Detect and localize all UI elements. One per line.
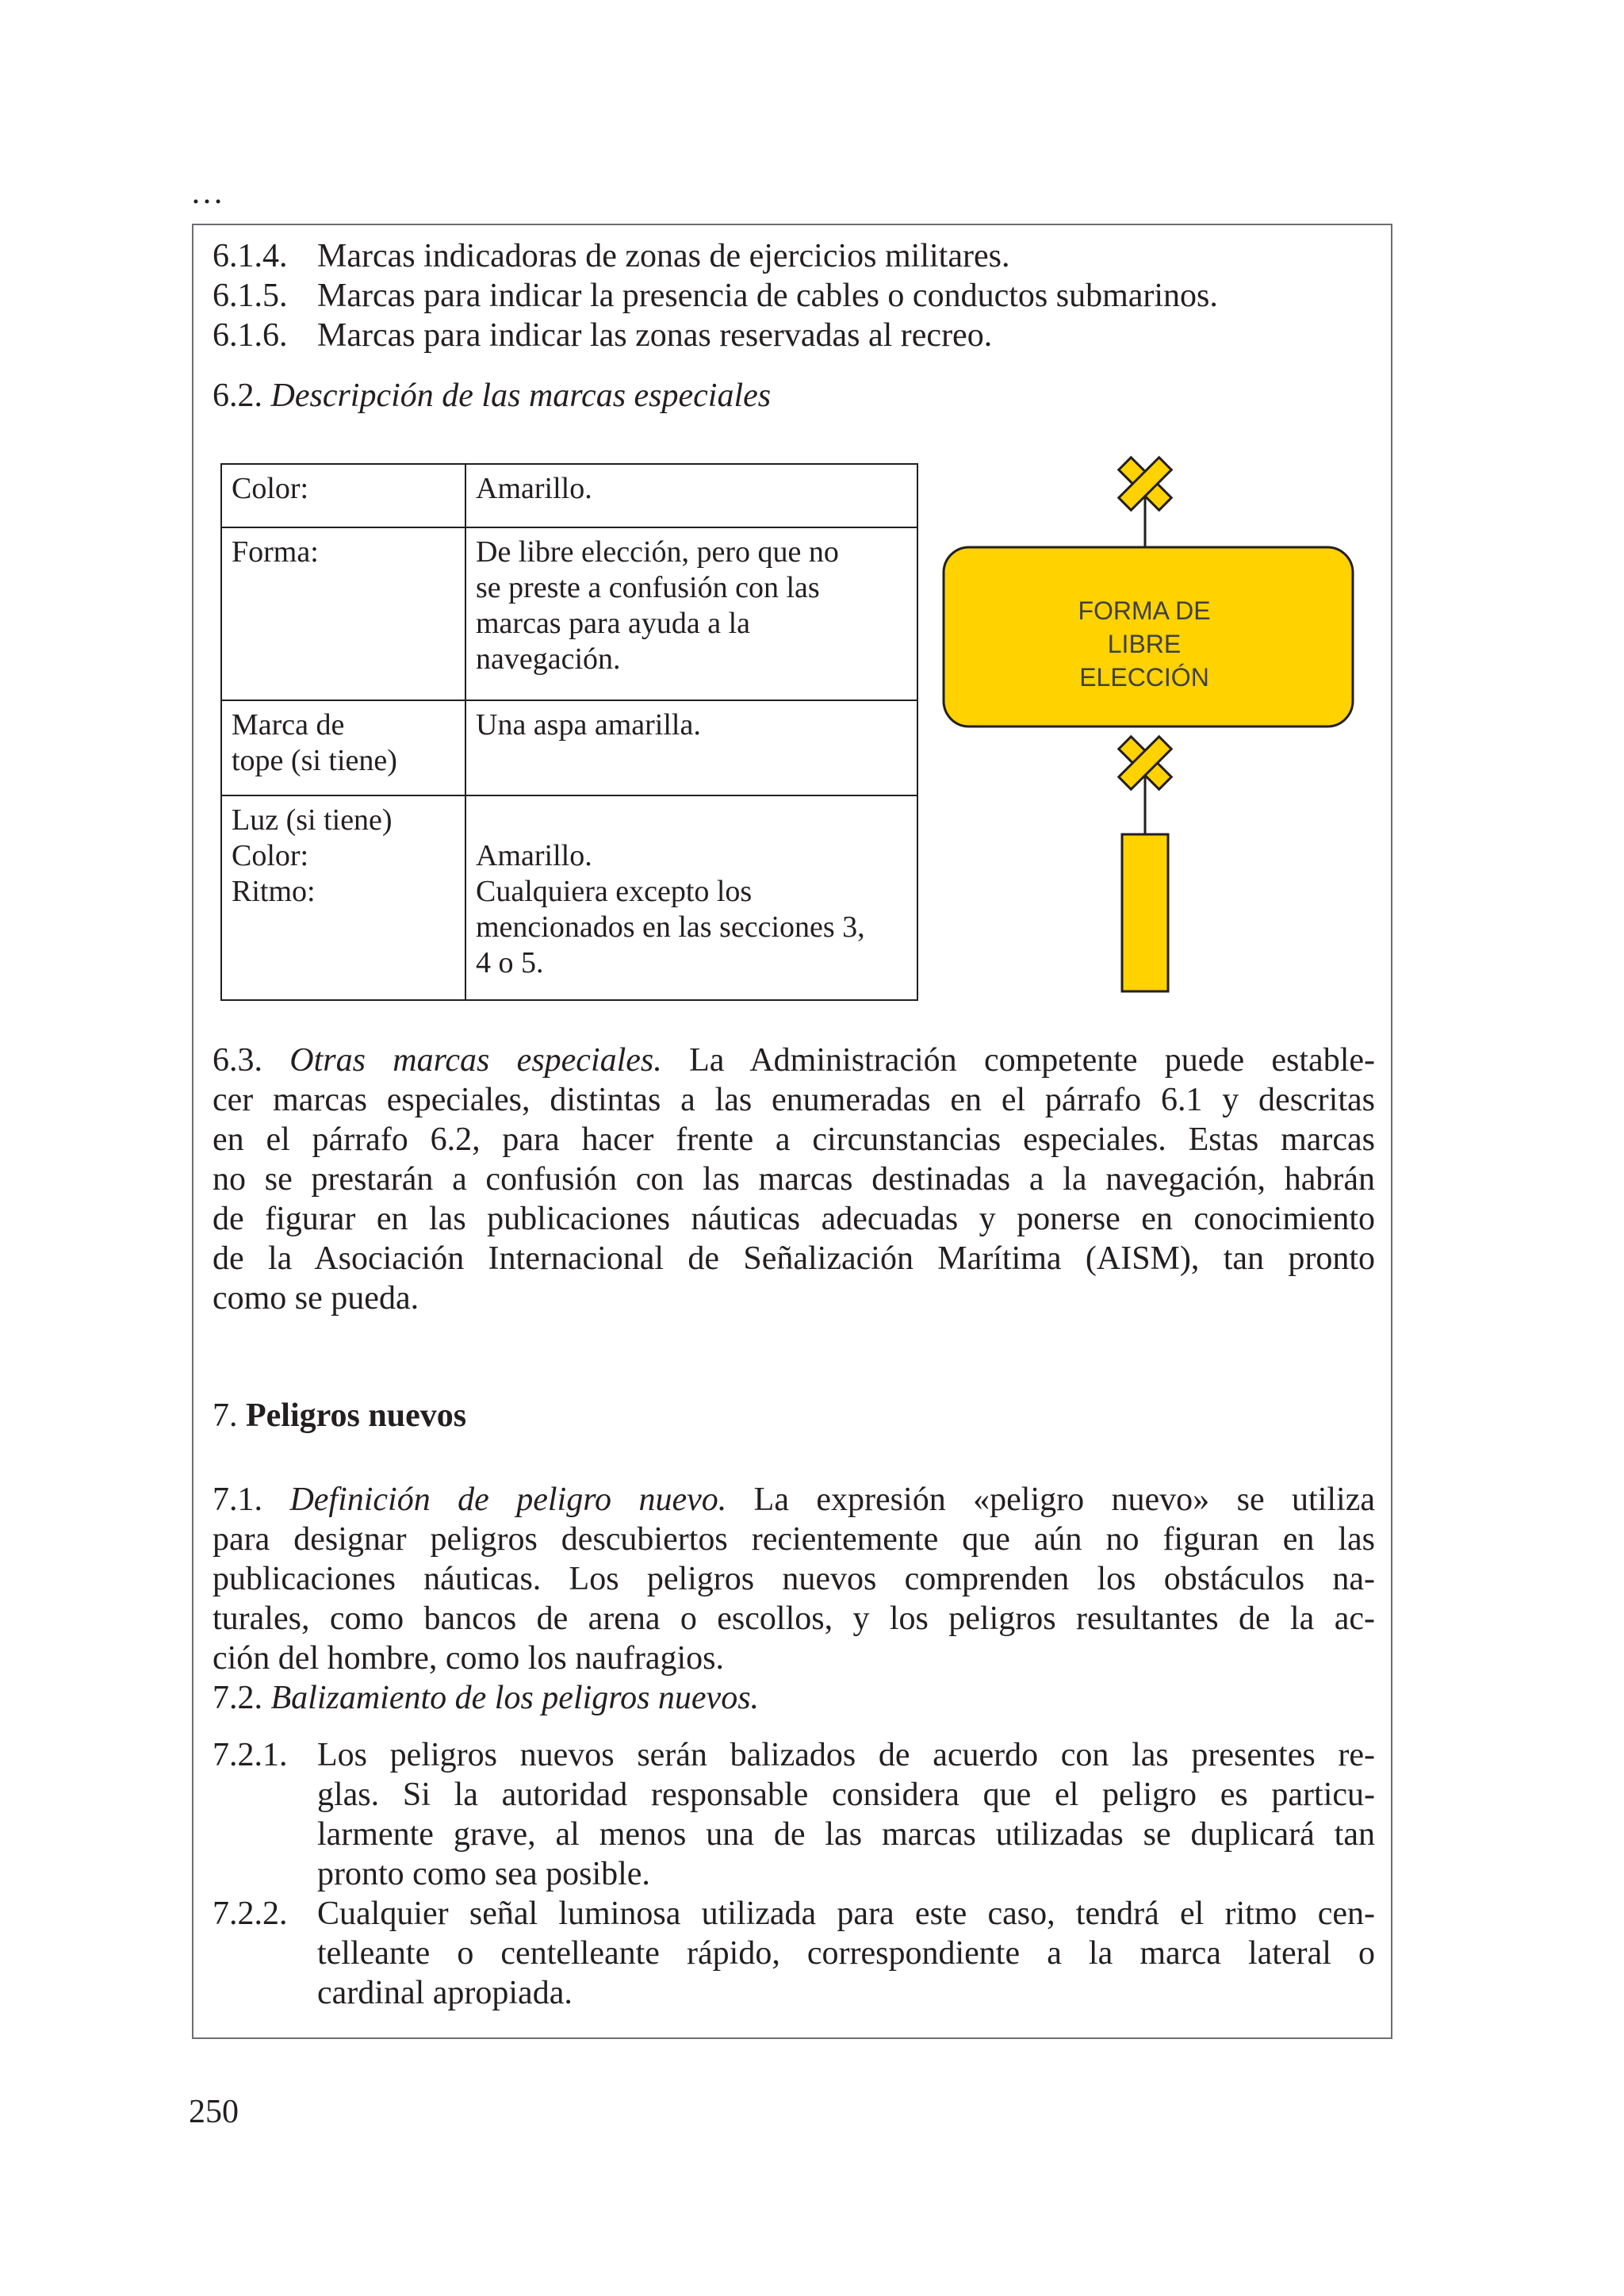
paragraph-line: cer marcas especiales, distintas a las enumeradas en el párrafo 6.1 y descritas [213, 1082, 1375, 1118]
item-number: 6.1.4. [213, 238, 288, 274]
section-7-heading: 7. Peligros nuevos [213, 1397, 467, 1434]
table-value: Una aspa amarilla. [465, 700, 917, 795]
section-title: Descripción de las marcas especiales [270, 378, 772, 414]
continuation-ellipsis: … [190, 174, 224, 211]
paragraph-line: en el párrafo 6.2, para hacer frente a circunstancias especiales. Estas marcas [213, 1121, 1375, 1158]
table-key: Luz (si tiene) Color: Ritmo: [221, 795, 465, 1000]
figure-label-line: ELECCIÓN [1079, 663, 1209, 692]
item-text: Marcas para indicar las zonas reservadas al recreo. [317, 317, 993, 354]
list-item [213, 1894, 1375, 2013]
x-topmark-lower [1105, 723, 1185, 834]
page-number: 250 [189, 2094, 239, 2130]
figure-label-line: LIBRE [1107, 630, 1182, 658]
table-key: Forma: [221, 527, 465, 700]
table-value: Amarillo. Cualquiera excepto los mencionados en las secciones 3, 4 o 5. [465, 795, 917, 1000]
item-text: Los peligros nuevos serán balizados de acuerdo con las presentes re- glas. Si la autoridad responsable considera que el peligro es particu- larmente grave, al menos una de las marcas utilizadas se duplicará tan pronto como sea posible. [317, 1737, 1375, 1892]
table-key: Marca de tope (si tiene) [221, 700, 465, 795]
figure-label-line: FORMA DE [1078, 596, 1211, 625]
table-value: De libre elección, pero que no se preste a confusión con las marcas para ayuda a la navegación. [465, 527, 917, 700]
table-key: Color: [221, 464, 465, 527]
item-text: Cualquier señal luminosa utilizada para este caso, tendrá el ritmo cen- telleante o centelleante rápido, correspondiente a la marca lateral o cardinal apropiada. [317, 1895, 1375, 2011]
paragraph-line: turales, como bancos de arena o escollos, y los peligros resultantes de la ac- [213, 1600, 1375, 1637]
paragraph-line: de figurar en las publicaciones náuticas adecuadas y ponerse en conocimiento [213, 1201, 1375, 1237]
item-number: 6.1.6. [213, 317, 288, 354]
table-value: Amarillo. [465, 464, 917, 527]
section-7-2-heading: 7.2. Balizamiento de los peligros nuevos. [213, 1680, 760, 1716]
paragraph-line: 7.1. Definición de peligro nuevo. La expresión «peligro nuevo» se utiliza [213, 1481, 1375, 1518]
item-number: 7.2.2. [213, 1895, 288, 1932]
section-7-1-paragraph [213, 1480, 1375, 1678]
pillar-buoy-body [1122, 834, 1168, 991]
item-text: Marcas indicadoras de zonas de ejercicios militares. [317, 238, 1010, 274]
item-text: Marcas para indicar la presencia de cables o conductos submarinos. [317, 278, 1218, 314]
paragraph-line: para designar peligros descubiertos recientemente que aún no figuran en las [213, 1521, 1375, 1558]
item-number: 6.1.5. [213, 278, 288, 314]
x-topmark-upper [1105, 443, 1185, 547]
paragraph-line: no se prestarán a confusión con las marcas destinadas a la navegación, habrán [213, 1161, 1375, 1198]
paragraph-line: 6.3. Otras marcas especiales. La Administración competente puede estable- [213, 1042, 1375, 1079]
paragraph-line: publicaciones náuticas. Los peligros nuevos comprenden los obstáculos na- [213, 1561, 1375, 1597]
paragraph-line: como se pueda. [213, 1280, 419, 1317]
section-6-3-paragraph [213, 1041, 1375, 1318]
paragraph-line: de la Asociación Internacional de Señalización Marítima (AISM), tan pronto [213, 1240, 1375, 1277]
list-item [213, 1735, 1375, 1894]
paragraph-line: ción del hombre, como los naufragios. [213, 1640, 725, 1677]
section-number: 6.2. [213, 378, 262, 414]
item-number: 7.2.1. [213, 1737, 288, 1773]
